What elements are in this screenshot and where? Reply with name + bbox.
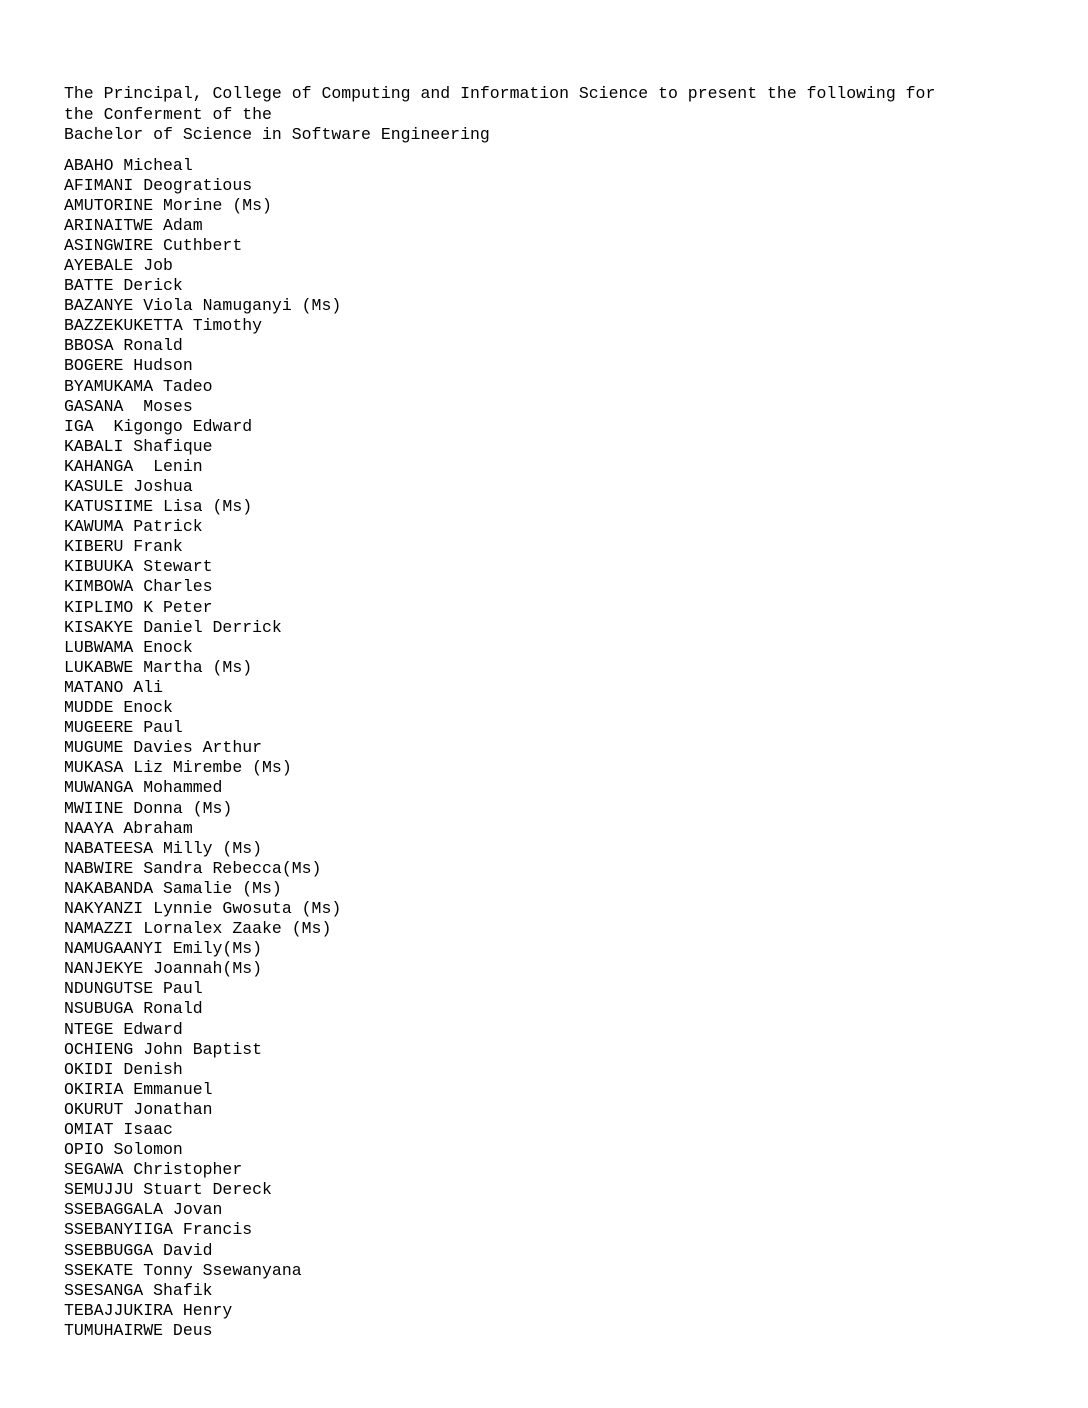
graduate-name: NABWIRE Sandra Rebecca(Ms) <box>64 858 322 878</box>
graduate-name: KAWUMA Patrick <box>64 517 203 537</box>
graduate-name: OKIRIA Emmanuel <box>64 1079 213 1099</box>
graduate-name: AMUTORINE Morine (Ms) <box>64 195 272 215</box>
graduate-name: NTEGE Edward <box>64 1019 183 1039</box>
graduate-name: LUBWAMA Enock <box>64 637 193 657</box>
graduate-name: NANJEKYE Joannah(Ms) <box>64 959 263 979</box>
heading-line-1: The Principal, College of Computing and Information Science to present the following for <box>64 84 936 103</box>
graduate-name: KATUSIIME Lisa (Ms) <box>64 497 253 517</box>
heading-line-3: Bachelor of Science in Software Engineering <box>64 125 490 144</box>
graduate-name: KISAKYE Daniel Derrick <box>64 617 282 637</box>
graduate-name: OCHIENG John Baptist <box>64 1039 263 1059</box>
graduate-name: LUKABWE Martha (Ms) <box>64 657 253 677</box>
graduate-name: NSUBUGA Ronald <box>64 999 203 1019</box>
graduate-name: OKIDI Denish <box>64 1059 183 1079</box>
graduate-name: BYAMUKAMA Tadeo <box>64 376 213 396</box>
graduate-name: AYEBALE Job <box>64 255 173 275</box>
graduate-name: SSEKATE Tonny Ssewanyana <box>64 1260 302 1280</box>
graduate-name: KIBERU Frank <box>64 537 183 557</box>
graduate-name: AFIMANI Deogratious <box>64 175 253 195</box>
graduate-name: ASINGWIRE Cuthbert <box>64 235 243 255</box>
graduate-name: MATANO Ali <box>64 677 164 697</box>
graduate-name: MUWANGA Mohammed <box>64 778 223 798</box>
document-page <box>64 84 1054 1341</box>
graduate-name: KAHANGA Lenin <box>64 456 203 476</box>
graduate-name: MUGEERE Paul <box>64 718 183 738</box>
graduate-name: OPIO Solomon <box>64 1140 183 1160</box>
graduate-name: SSEBBUGGA David <box>64 1240 213 1260</box>
graduate-name: TUMUHAIRWE Deus <box>64 1320 213 1340</box>
graduate-name: NAKABANDA Samalie (Ms) <box>64 878 282 898</box>
graduate-name: SEMUJJU Stuart Dereck <box>64 1180 272 1200</box>
graduate-name: KIPLIMO K Peter <box>64 597 213 617</box>
conferment-heading <box>64 84 1054 146</box>
graduate-name: OKURUT Jonathan <box>64 1099 213 1119</box>
graduate-name: KASULE Joshua <box>64 477 193 496</box>
graduate-name: BBOSA Ronald <box>64 336 183 356</box>
graduate-name: NAMAZZI Lornalex Zaake (Ms) <box>64 919 332 939</box>
graduate-name: BOGERE Hudson <box>64 356 193 376</box>
graduate-name: TEBAJJUKIRA Henry <box>64 1300 233 1320</box>
graduate-name: NAMUGAANYI Emily(Ms) <box>64 939 263 959</box>
graduate-name: MUGUME Davies Arthur <box>64 738 263 758</box>
graduate-name: BATTE Derick <box>64 276 183 296</box>
graduate-name: BAZZEKUKETTA Timothy <box>64 316 263 336</box>
graduate-name: SSESANGA Shafik <box>64 1280 213 1300</box>
graduate-name: NAAYA Abraham <box>64 818 193 838</box>
graduate-name: NDUNGUTSE Paul <box>64 979 203 999</box>
graduate-name: ARINAITWE Adam <box>64 215 203 235</box>
graduate-name: SSEBAGGALA Jovan <box>64 1200 223 1220</box>
graduate-name: MWIINE Donna (Ms) <box>64 798 233 818</box>
graduate-name: MUKASA Liz Mirembe (Ms) <box>64 758 292 778</box>
graduate-name: SSEBANYIIGA Francis <box>64 1220 253 1240</box>
graduate-name: KABALI Shafique <box>64 436 213 456</box>
graduates-list <box>64 156 1054 1342</box>
graduate-name: NAKYANZI Lynnie Gwosuta (Ms) <box>64 898 342 918</box>
graduate-name: IGA Kigongo Edward <box>64 416 253 436</box>
graduate-name: SEGAWA Christopher <box>64 1160 243 1180</box>
graduate-name: OMIAT Isaac <box>64 1120 173 1139</box>
graduate-name: NABATEESA Milly (Ms) <box>64 838 263 858</box>
graduate-name: KIMBOWA Charles <box>64 577 213 597</box>
graduate-name: BAZANYE Viola Namuganyi (Ms) <box>64 296 342 316</box>
graduate-name: MUDDE Enock <box>64 698 173 718</box>
heading-line-2: the Conferment of the <box>64 104 272 124</box>
graduate-name: KIBUUKA Stewart <box>64 557 213 577</box>
graduate-name: ABAHO Micheal <box>64 155 193 175</box>
graduate-name: GASANA Moses <box>64 396 193 416</box>
